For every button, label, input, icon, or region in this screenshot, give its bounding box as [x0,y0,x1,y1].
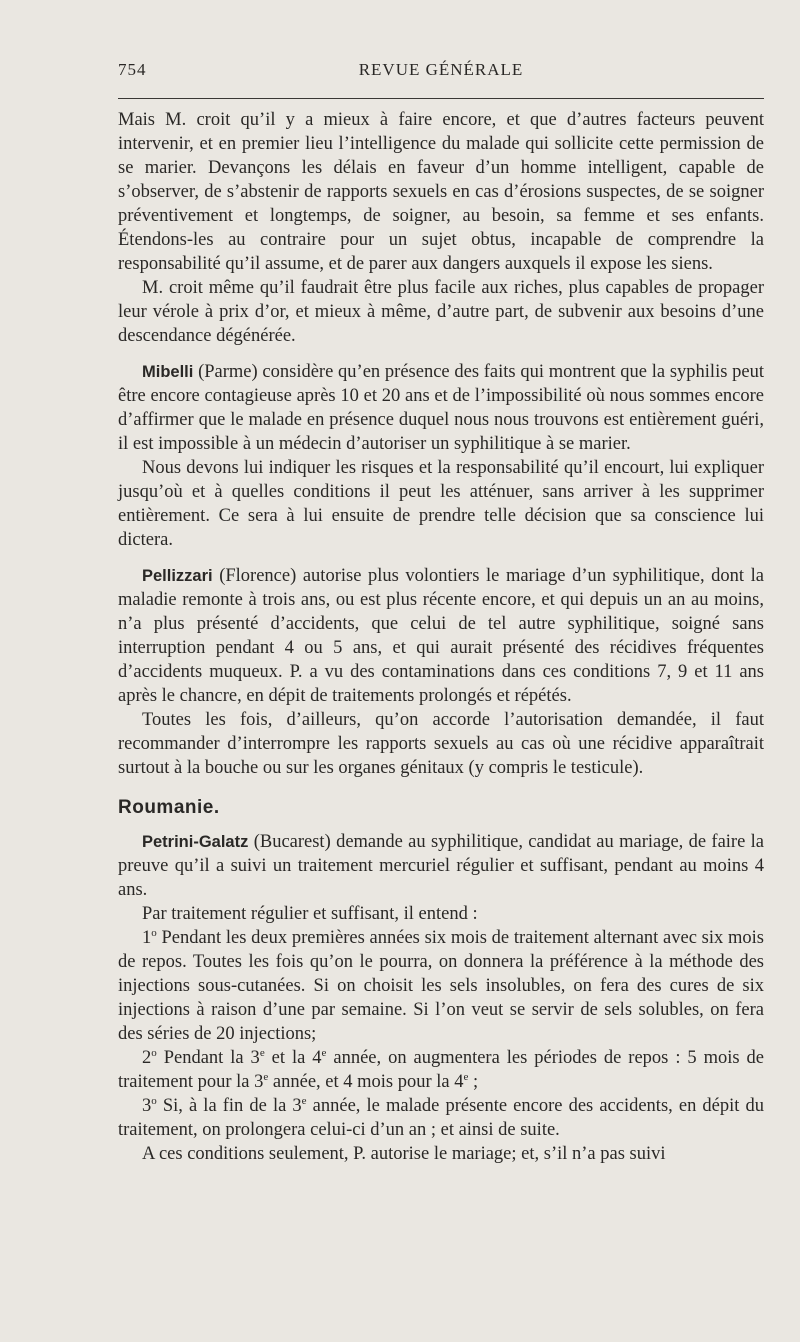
list-item [118,1094,764,1142]
paragraph: Par traitement régulier et suffisant, il entend : [142,904,478,924]
paragraph-text: Pendant les deux premières années six mois de traitement alternant avec six mois de repos. Toutes les fois qu’on le pourra, on donnera la préférence à la méthode des injections sous-cutanées. Si on choisit les sels insolubles, on fera des cures de six injections à raison d’une par semaine. Si l’on veut se servir de sels solubles, on fera des séries de 20 injections; [118,928,764,1044]
item-number: 3 [142,1096,152,1116]
running-title: REVUE GÉNÉRALE [358,60,524,79]
paragraph-text: (Bucarest) demande au syphilitique, candidat au mariage, de faire la preuve qu’il a suivi un traitement mercuriel régulier et suffisant, pendant au moins 4 ans. [118,832,764,900]
item-number: 1 [142,928,152,948]
running-header [118,60,764,88]
superscript: e [263,1070,269,1083]
author-name: Mibelli [142,363,194,381]
list-item [118,926,764,1046]
superscript: o [151,926,157,939]
list-item [118,1046,764,1094]
paragraph-text: Si, à la fin de la 3 [156,1096,302,1116]
paragraph: Nous devons lui indiquer les risques et la responsabilité qu’il encourt, lui expliquer jusqu’où et à quelles conditions il peut les atténuer, sans arriver à les supprimer entièrement. Ce sera à lui ensuite de prendre telle décision que sa conscience lui dictera. [118,458,764,550]
paragraph: M. croit même qu’il faudrait être plus facile aux riches, plus capables de propager leur vérole à prix d’or, et mieux à même, d’autre part, de subvenir aux besoins d’une descendance dégénérée. [118,278,764,346]
paragraph [118,830,764,902]
paragraph [118,564,764,708]
superscript: e [463,1070,469,1083]
superscript: e [301,1094,307,1107]
superscript: e [259,1046,265,1059]
paragraph-text: année, et 4 mois pour la 4 [268,1072,464,1092]
paragraph-text: année, on augmentera les périodes de repos : 5 mois de traitement pour la 3 [118,1048,764,1092]
author-name: Pellizzari [142,567,213,585]
item-number: 2 [142,1048,152,1068]
paragraph-text: ; [468,1072,479,1092]
paragraph: Mais M. croit qu’il y a mieux à faire encore, et que d’autres facteurs peuvent intervenir, et en premier lieu l’intelligence du malade qui sollicite cette permission de se marier. Devançons les délais en faveur d’un homme intelligent, capable de s’observer, de s’abstenir de rapports sexuels en cas d’érosions suspectes, de se soigner préventivement et longtemps, de soigner, au besoin, sa femme et ses enfants. Étendons-les au contraire pour un sujet obtus, incapable de comprendre la responsabilité qu’il assume, et de parer aux dangers auxquels il expose les siens. [118,110,764,274]
superscript: o [151,1094,157,1107]
header-rule [118,98,764,99]
author-name: Petrini-Galatz [142,833,249,851]
body-text [118,108,764,1166]
paragraph: A ces conditions seulement, P. autorise le mariage; et, s’il n’a pas suivi [142,1144,666,1164]
paragraph-text: et la 4 [264,1048,322,1068]
paragraph: Toutes les fois, d’ailleurs, qu’on accorde l’autorisation demandée, il faut recommander d’interrompre les rapports sexuels au cas où une récidive apparaîtrait surtout à la bouche ou sur les organes génitaux (y compris le testicule). [118,710,764,778]
superscript: o [151,1046,157,1059]
paragraph-text: Pendant la 3 [156,1048,260,1068]
paragraph [118,360,764,456]
section-heading: Roumanie. [118,797,220,818]
superscript: e [321,1046,327,1059]
paragraph-text: (Florence) autorise plus volontiers le mariage d’un syphilitique, dont la maladie remonte à trois ans, ou est plus récente encore, et qui depuis un an au moins, n’a plus présenté d’accidents, que celui de tel autre syphilitique, soigné sans interruption pendant 4 ou 5 ans, et qui aurait présenté des récidives fréquentes d’accidents muqueux. P. a vu des contaminations dans ces conditions 7, 9 et 11 ans après le chancre, en dépit de traitements prolongés et répétés. [118,566,764,706]
paragraph-text: (Parme) considère qu’en présence des faits qui montrent que la syphilis peut être encore contagieuse après 10 et 20 ans et de l’impossibilité où nous sommes encore d’affirmer que le malade en présence duquel nous nous trouvons est entièrement guéri, il est impossible à un médecin d’autoriser un syphilitique à se marier. [118,362,764,454]
page-number: 754 [118,60,147,79]
paragraph-text: année, le malade présente encore des accidents, en dépit du traitement, on prolongera celui-ci d’un an ; et ainsi de suite. [118,1096,765,1140]
